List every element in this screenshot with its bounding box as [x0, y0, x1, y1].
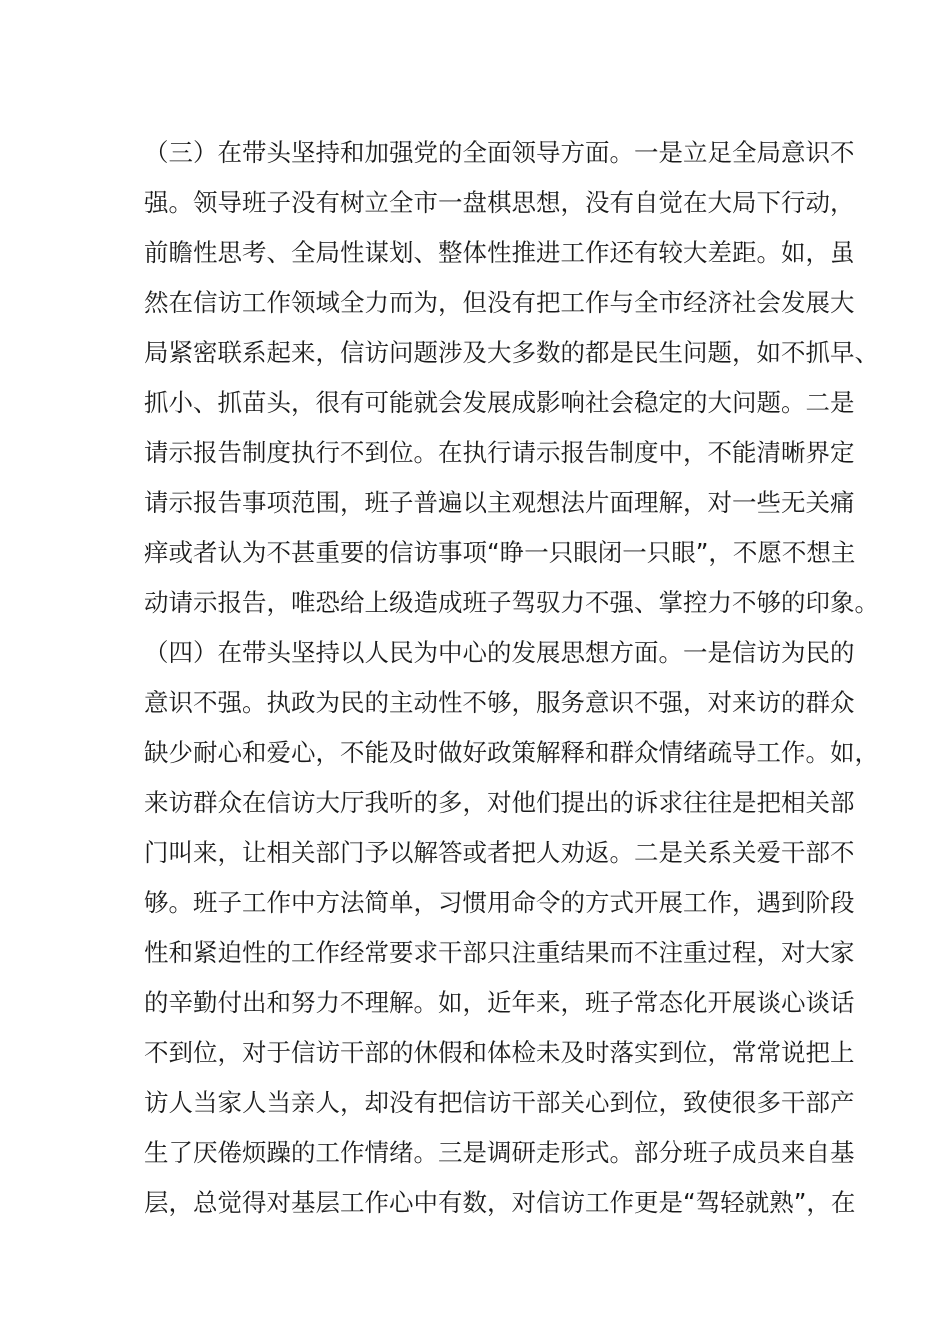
text-line: 门叫来，让相关部门予以解答或者把人劝返。二是关系关爱干部不	[144, 838, 855, 867]
text-line: 性和紧迫性的工作经常要求干部只注重结果而不注重过程，对大家	[144, 938, 855, 967]
text-line: 痒或者认为不甚重要的信访事项“睁一只眼闭一只眼”，不愿不想主	[144, 538, 856, 567]
text-line: 前瞻性思考、全局性谋划、整体性推进工作还有较大差距。如，虽	[144, 238, 855, 267]
text-line: 请示报告制度执行不到位。在执行请示报告制度中，不能清晰界定	[144, 438, 855, 467]
text-line: 来访群众在信访大厅我听的多，对他们提出的诉求往往是把相关部	[144, 788, 855, 817]
text-line: 请示报告事项范围，班子普遍以主观想法片面理解，对一些无关痛	[144, 488, 855, 517]
text-line: 强。领导班子没有树立全市一盘棋思想，没有自觉在大局下行动，	[144, 188, 855, 217]
text-line: 的辛勤付出和努力不理解。如，近年来，班子常态化开展谈心谈话	[144, 988, 855, 1017]
text-line: 局紧密联系起来，信访问题涉及大多数的都是民生问题，如不抓早、	[144, 338, 879, 367]
text-line: 动请示报告，唯恐给上级造成班子驾驭力不强、掌控力不够的印象。	[144, 588, 879, 617]
text-line: 缺少耐心和爱心，不能及时做好政策解释和群众情绪疏导工作。如，	[144, 738, 879, 767]
text-line: 够。班子工作中方法简单，习惯用命令的方式开展工作，遇到阶段	[144, 888, 855, 917]
text-line: 意识不强。执政为民的主动性不够，服务意识不强，对来访的群众	[144, 688, 855, 717]
text-line: 生了厌倦烦躁的工作情绪。三是调研走形式。部分班子成员来自基	[144, 1138, 855, 1167]
text-line: 抓小、抓苗头，很有可能就会发展成影响社会稳定的大问题。二是	[144, 388, 855, 417]
body-text	[144, 128, 879, 1228]
text-line: （三）在带头坚持和加强党的全面领导方面。一是立足全局意识不	[144, 138, 855, 167]
text-line: 层，总觉得对基层工作心中有数，对信访工作更是“驾轻就熟”，在	[144, 1188, 856, 1217]
text-line: 访人当家人当亲人，却没有把信访干部关心到位，致使很多干部产	[144, 1088, 855, 1117]
text-line: 然在信访工作领域全力而为，但没有把工作与全市经济社会发展大	[144, 288, 855, 317]
text-line: 不到位，对于信访干部的休假和体检未及时落实到位，常常说把上	[144, 1038, 855, 1067]
text-line: （四）在带头坚持以人民为中心的发展思想方面。一是信访为民的	[144, 638, 855, 667]
